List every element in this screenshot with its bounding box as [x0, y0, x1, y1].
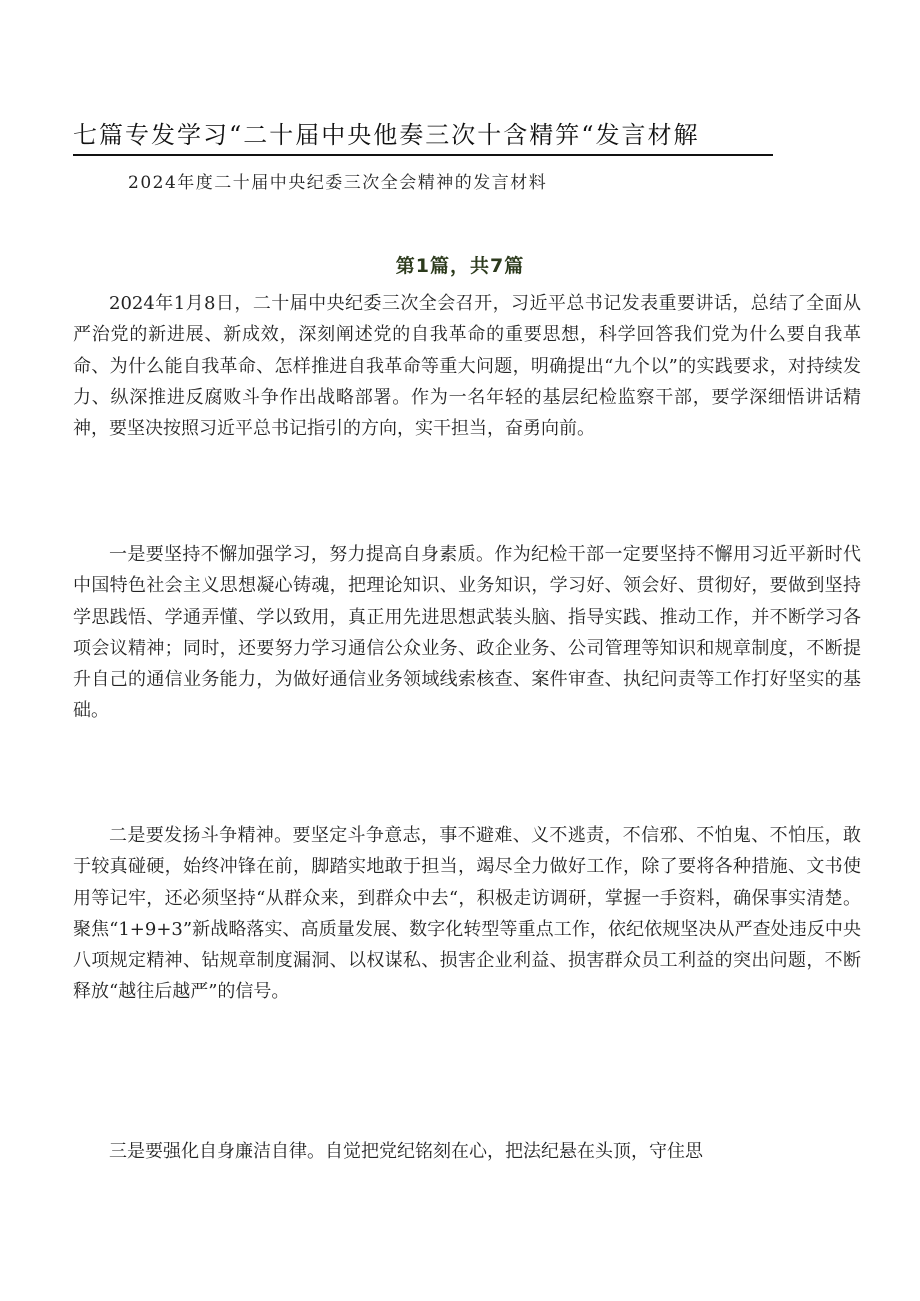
document-subtitle: 2024年度二十届中央纪委三次全会精神的发言材料	[128, 173, 548, 193]
paragraph-intro: 2024年1月8日，二十届中央纪委三次全会召开，习近平总书记发表重要讲话，总结了全面从严治党的新进展、新成效，深刻阐述党的自我革命的重要思想，科学回答我们党为什么要自我革命、为什么能自我革命、怎样推进自我革命等重大问题，明确提出“九个以”的实践要求，对持续发力、纵深推进反腐败斗争作出战略部署。作为一名年轻的基层纪检监察干部，要学深细悟讲话精神，要坚决按照习近平总书记指引的方向，实干担当，奋勇向前。	[73, 293, 861, 440]
paragraph-point-one: 一是要坚持不懈加强学习，努力提高自身素质。作为纪检干部一定要坚持不懈用习近平新时代中国特色社会主义思想凝心铸魂，把理论知识、业务知识，学习好、领会好、贯彻好，要做到坚持学思践悟、学通弄懂、学以致用，真正用先进思想武装头脑、指导实践、推动工作，并不断学习各项会议精神；同时，还要努力学习通信公众业务、政企业务、公司管理等知识和规章制度，不断提升自己的通信业务能力，为做好通信业务领域线索核查、案件审查、执纪问责等工作打好坚实的基础。	[73, 544, 861, 722]
document-title: 七篇专发学习“二十届中央他奏三次十含精笄“发言材解	[73, 118, 773, 156]
part-heading: 第1篇，共7篇	[395, 255, 525, 277]
paragraph-point-three: 三是要强化自身廉洁自律。自觉把党纪铭刻在心，把法纪悬在头顶，守住思	[109, 1141, 703, 1162]
paragraph-point-two: 二是要发扬斗争精神。要坚定斗争意志，事不避难、义不逃责，不信邪、不怕鬼、不怕压，敢于较真碰硬，始终冲锋在前，脚踏实地敢于担当，竭尽全力做好工作，除了要将各种措施、文书使用等记牢，还必须坚持“从群众来，到群众中去“，积极走访调研，掌握一手资料，确保事实清楚。聚焦“1+9+3”新战略落实、高质量发展、数字化转型等重点工作，依纪依规坚决从严查处违反中央八项规定精神、钻规章制度漏洞、以权谋私、损害企业利益、损害群众员工利益的突出问题，不断释放“越往后越严”的信号。	[73, 825, 861, 1003]
